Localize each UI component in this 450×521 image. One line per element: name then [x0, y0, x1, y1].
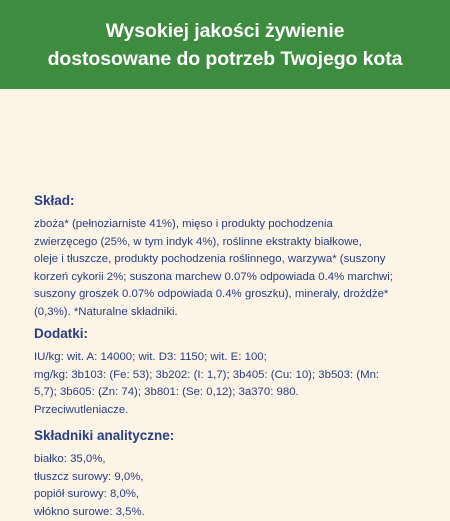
additives-line: IU/kg: wit. A: 14000; wit. D3: 1150; wit. E: 100;: [34, 351, 267, 363]
section-analytical-body: [34, 451, 434, 521]
section-analytical-title: Składniki analityczne:: [34, 428, 175, 443]
analytical-line: włókno surowe: 3,5%.: [34, 505, 145, 518]
composition-line: suszony groszek 0.07% odpowiada 0.4% groszku), minerały, drożdże*: [34, 288, 389, 301]
additives-line: Przeciwutleniacze.: [34, 403, 129, 416]
composition-line: zwierzęcego (25%, w tym indyk 4%), roślinne ekstrakty białkowe,: [34, 235, 362, 248]
section-additives: [34, 325, 434, 419]
composition-line: oleje i tłuszcze, produkty pochodzenia roślinnego, warzywa* (suszony: [34, 253, 386, 266]
additives-line: mg/kg: 3b103: (Fe: 53); 3b202: (I: 1,7); 3b405: (Cu: 10); 3b503: (Mn:: [34, 368, 380, 381]
section-analytical: [34, 427, 434, 521]
analytical-line: popiół surowy: 8,0%,: [34, 488, 140, 501]
composition-line: (0,3%). *Naturalne składniki.: [34, 305, 178, 318]
section-composition-body: [34, 216, 434, 322]
analytical-line: tłuszcz surowy: 9,0%,: [34, 470, 144, 483]
composition-line: zboża* (pełnoziarniste 41%), mięso i produkty pochodzenia: [34, 218, 333, 230]
analytical-line: białko: 35,0%,: [34, 453, 106, 465]
header-banner: [0, 0, 450, 89]
composition-line: korzeń cykorii 2%; suszona marchew 0.07% odpowiada 0.4% marchwi;: [34, 270, 393, 283]
section-composition: [34, 192, 434, 322]
section-additives-title: Dodatki:: [34, 326, 88, 341]
header-title-line-1: Wysokiej jakości żywienie: [105, 20, 345, 42]
header-title-line-2: dostosowane do potrzeb Twojego kota: [47, 48, 403, 70]
additives-line: 5,7); 3b605: (Zn: 74); 3b801: (Se: 0,12); 3a370: 980.: [34, 386, 299, 399]
section-additives-body: [34, 349, 434, 419]
section-composition-title: Skład:: [34, 193, 75, 208]
